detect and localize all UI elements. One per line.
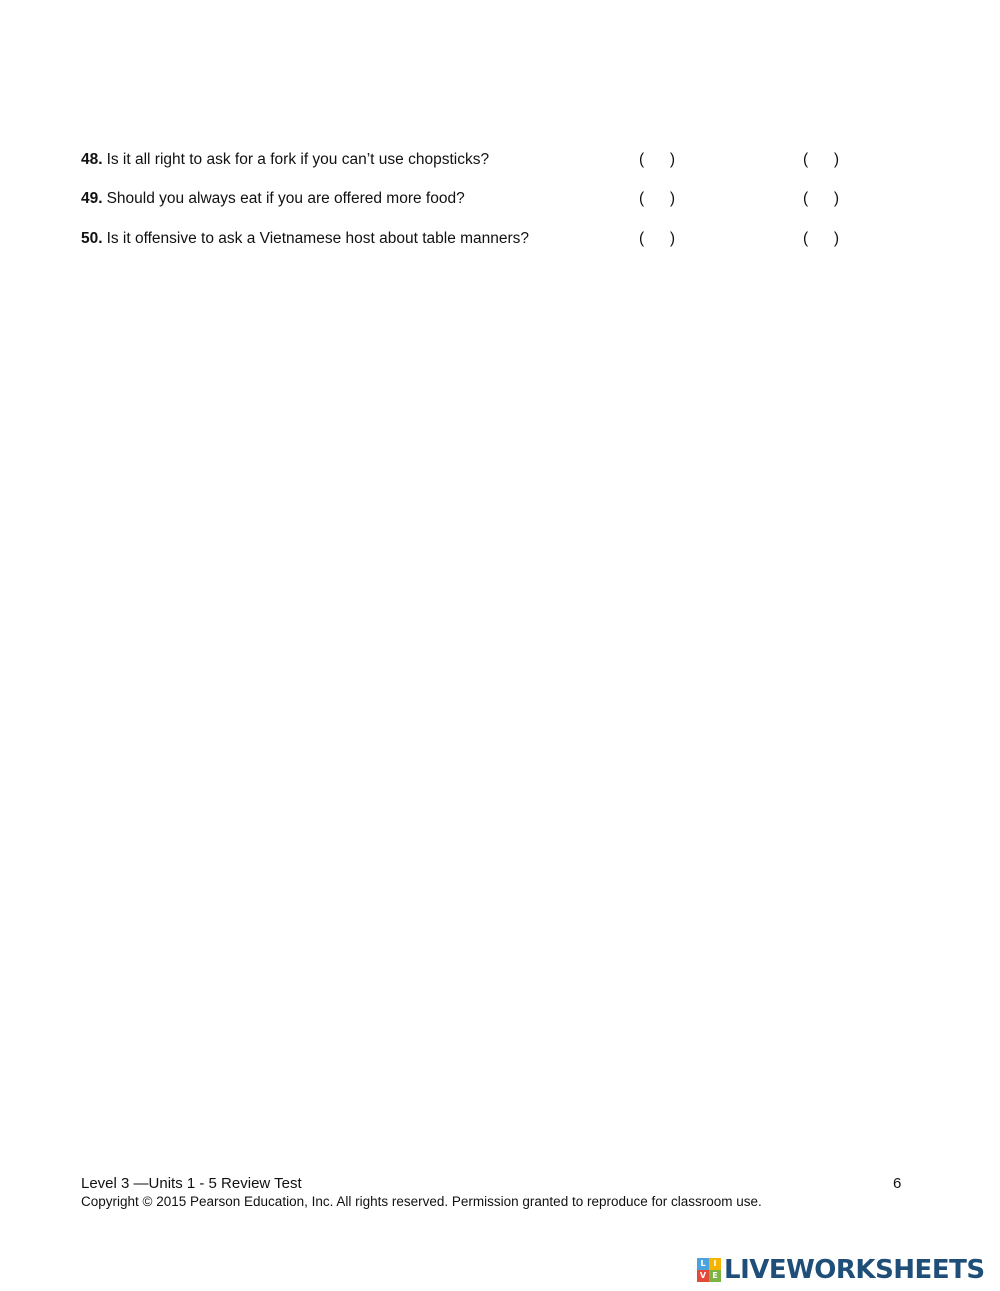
question-number: 49. <box>81 190 103 207</box>
answer-box-b[interactable]: ( ) <box>803 151 839 168</box>
answer-box-a[interactable]: ( ) <box>639 230 675 247</box>
question-50 <box>81 228 861 250</box>
footer-title: Level 3 —Units 1 - 5 Review Test <box>81 1175 302 1192</box>
page-number: 6 <box>893 1175 902 1192</box>
logo-tile-l: L <box>697 1258 709 1270</box>
answer-box-b[interactable]: ( ) <box>803 190 839 207</box>
question-text: Is it all right to ask for a fork if you can’t use chopsticks? <box>106 151 490 168</box>
answer-box-a[interactable]: ( ) <box>639 190 675 207</box>
answer-box-b[interactable]: ( ) <box>803 230 839 247</box>
logo-wordmark: LIVEWORKSHEETS <box>724 1255 985 1285</box>
liveworksheets-icon <box>697 1258 721 1282</box>
question-text: Should you always eat if you are offered more food? <box>106 190 465 207</box>
logo-tile-e: E <box>709 1270 721 1282</box>
question-49 <box>81 188 861 210</box>
logo-tile-i: I <box>709 1258 721 1270</box>
question-48 <box>81 149 861 171</box>
copyright-notice: Copyright © 2015 Pearson Education, Inc. All rights reserved. Permission granted to reproduce for classroom use. <box>81 1194 762 1209</box>
answer-box-a[interactable]: ( ) <box>639 151 675 168</box>
question-text: Is it offensive to ask a Vietnamese host about table manners? <box>106 230 530 247</box>
question-number: 50. <box>81 230 103 247</box>
liveworksheets-logo[interactable] <box>697 1254 985 1286</box>
logo-tile-v: V <box>697 1270 709 1282</box>
question-number: 48. <box>81 151 103 168</box>
